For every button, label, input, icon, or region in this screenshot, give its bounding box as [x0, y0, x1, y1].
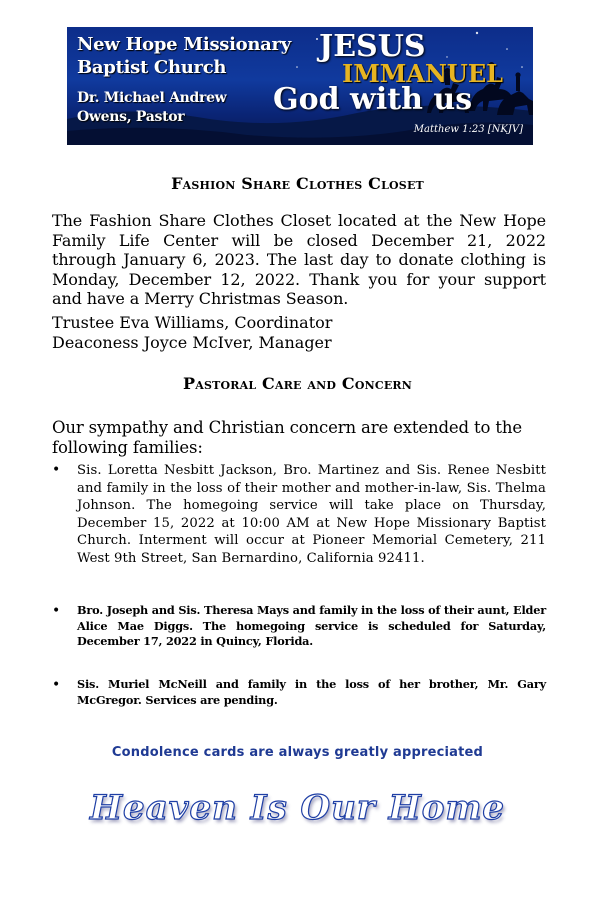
family-notice-text: Sis. Loretta Nesbitt Jackson, Bro. Martinez and Sis. Renee Nesbitt and family in the loss of their mother and mother-in-law, Sis. Thelma Johnson. The homegoing service will take place on Thursday, December 15, 2022 at 10:00 AM at New Hope Missionary Baptist Church. Interment will occur at Pioneer Memorial Cemetery, 211 West 9th Street, San Bernardino, California 92411.: [77, 463, 546, 566]
jesus-title: JESUS: [319, 29, 426, 64]
bullet-icon: •: [52, 462, 61, 478]
church-name-line1: New Hope Missionary: [77, 34, 291, 55]
manager-line: Deaconess Joyce McIver, Manager: [52, 333, 332, 352]
pastor-name: [77, 89, 257, 127]
church-name-line2: Baptist Church: [77, 57, 227, 78]
pastor-line1: Dr. Michael Andrew: [77, 90, 227, 106]
god-with-us-title: God with us: [273, 82, 473, 117]
family-list-item: [52, 603, 546, 650]
family-notice-text: Sis. Muriel McNeill and family in the loss of her brother, Mr. Gary McGregor. Services are pending.: [77, 677, 546, 707]
bullet-icon: •: [52, 603, 61, 619]
coordinator-line: Trustee Eva Williams, Coordinator: [52, 313, 333, 332]
church-name: [77, 33, 297, 79]
immanuel-title: IMMANUEL: [342, 59, 504, 88]
family-notice-text: Bro. Joseph and Sis. Theresa Mays and family in the loss of their aunt, Elder Alice Mae Diggs. The homegoing service is scheduled for Saturday, December 17, 2022 in Quincy, Florida.: [77, 603, 546, 648]
family-list-item: [52, 677, 546, 708]
closing-script: Heaven Is Our Home: [89, 788, 506, 828]
pastoral-heading: Pastoral Care and Concern: [182, 374, 413, 393]
header-banner: [67, 27, 533, 145]
bullet-icon: •: [52, 677, 61, 693]
pastoral-intro: Our sympathy and Christian concern are extended to the following families:: [52, 418, 522, 457]
family-list-item: [52, 462, 546, 568]
pastor-line2: Owens, Pastor: [77, 109, 185, 125]
condolence-note: Condolence cards are always greatly appreciated: [111, 745, 484, 760]
scripture-reference: Matthew 1:23 [NKJV]: [413, 124, 523, 135]
closet-heading: Fashion Share Clothes Closet: [171, 174, 424, 193]
closet-body: The Fashion Share Clothes Closet located at the New Hope Family Life Center will be closed December 21, 2022 through January 6, 2023. The last day to donate clothing is Monday, December 12, 2022. Thank you for your support and have a Merry Christmas Season.: [52, 211, 546, 308]
